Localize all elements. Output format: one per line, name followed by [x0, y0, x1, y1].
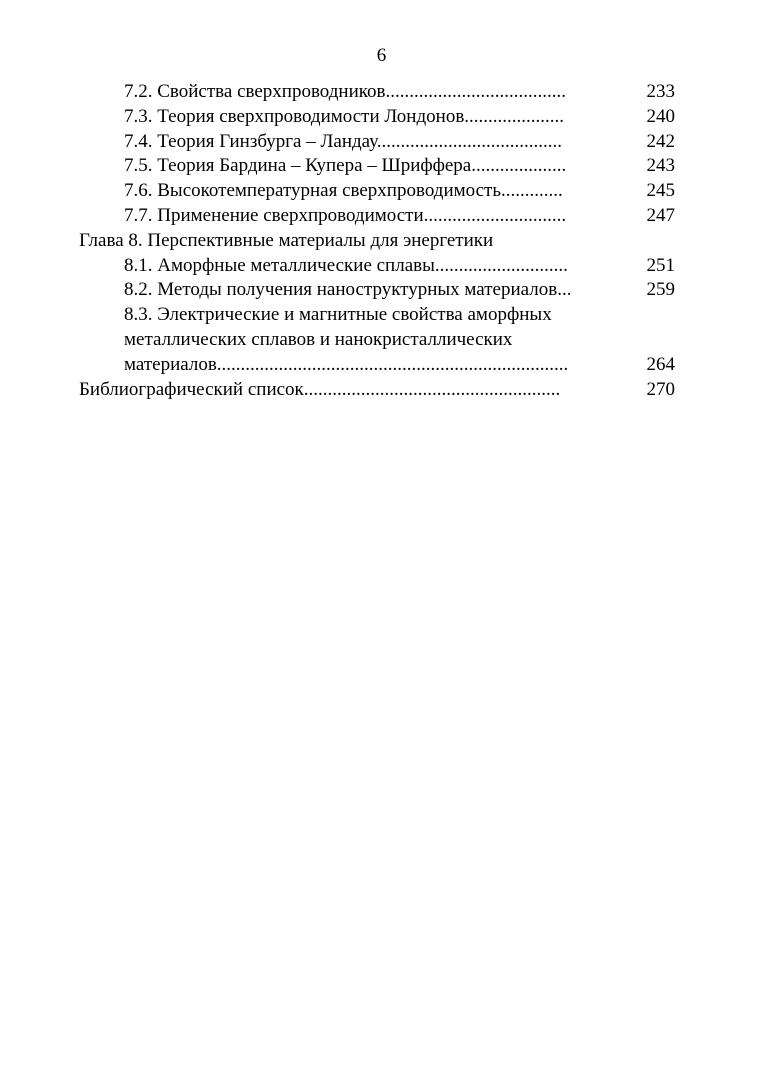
toc-entry-8-3 [79, 303, 675, 328]
toc-entry-title: 7.6. Высокотемпературная сверхпроводимость............. [124, 180, 563, 202]
toc-entry-page: 243 [646, 155, 675, 177]
toc-chapter-8 [79, 229, 675, 254]
toc-entry-title: 8.3. Электрические и магнитные свойства аморфных [124, 304, 552, 326]
toc-entry-title: Библиографический список...................................................... [79, 378, 561, 400]
table-of-contents [79, 80, 675, 402]
toc-entry-title: 7.5. Теория Бардина – Купера – Шриффера.................... [124, 155, 567, 177]
toc-entry-page: 270 [646, 378, 675, 400]
toc-entry-page: 247 [646, 204, 675, 226]
toc-entry-7-4 [79, 130, 675, 155]
toc-entry-title: 7.2. Свойства сверхпроводников...................................... [124, 81, 567, 102]
toc-entry-page: 242 [646, 130, 675, 152]
toc-entry-title: металлических сплавов и нанокристаллических [124, 328, 513, 350]
toc-entry-8-3-continued [79, 328, 675, 353]
toc-entry-8-2 [79, 278, 675, 303]
toc-entry-8-3-end [79, 353, 675, 378]
toc-entry-8-1 [79, 254, 675, 279]
toc-entry-7-5 [79, 154, 675, 179]
toc-entry-title: 8.1. Аморфные металлические сплавы............................ [124, 254, 568, 276]
toc-bibliography [79, 378, 675, 403]
toc-entry-7-7 [79, 204, 675, 229]
toc-entry-title: материалов.......................................................................... [124, 353, 569, 375]
toc-entry-page: 251 [646, 254, 675, 276]
page-number: 6 [376, 45, 387, 66]
toc-entry-page: 233 [646, 81, 675, 102]
toc-entry-7-6 [79, 179, 675, 204]
toc-entry-page: 264 [646, 353, 675, 375]
toc-entry-title: 7.3. Теория сверхпроводимости Лондонов..................... [124, 105, 565, 127]
toc-entry-title: 8.2. Методы получения наноструктурных материалов... [124, 279, 572, 301]
toc-entry-title: 7.4. Теория Гинзбурга – Ландау....................................... [124, 130, 562, 152]
toc-entry-7-2 [79, 80, 675, 105]
toc-chapter-title: Глава 8. Перспективные материалы для энергетики [79, 229, 494, 251]
toc-entry-7-3 [79, 105, 675, 130]
toc-entry-page: 240 [646, 105, 675, 127]
toc-entry-page: 259 [646, 279, 675, 301]
toc-entry-title: 7.7. Применение сверхпроводимости.............................. [124, 204, 567, 226]
toc-entry-page: 245 [646, 180, 675, 202]
